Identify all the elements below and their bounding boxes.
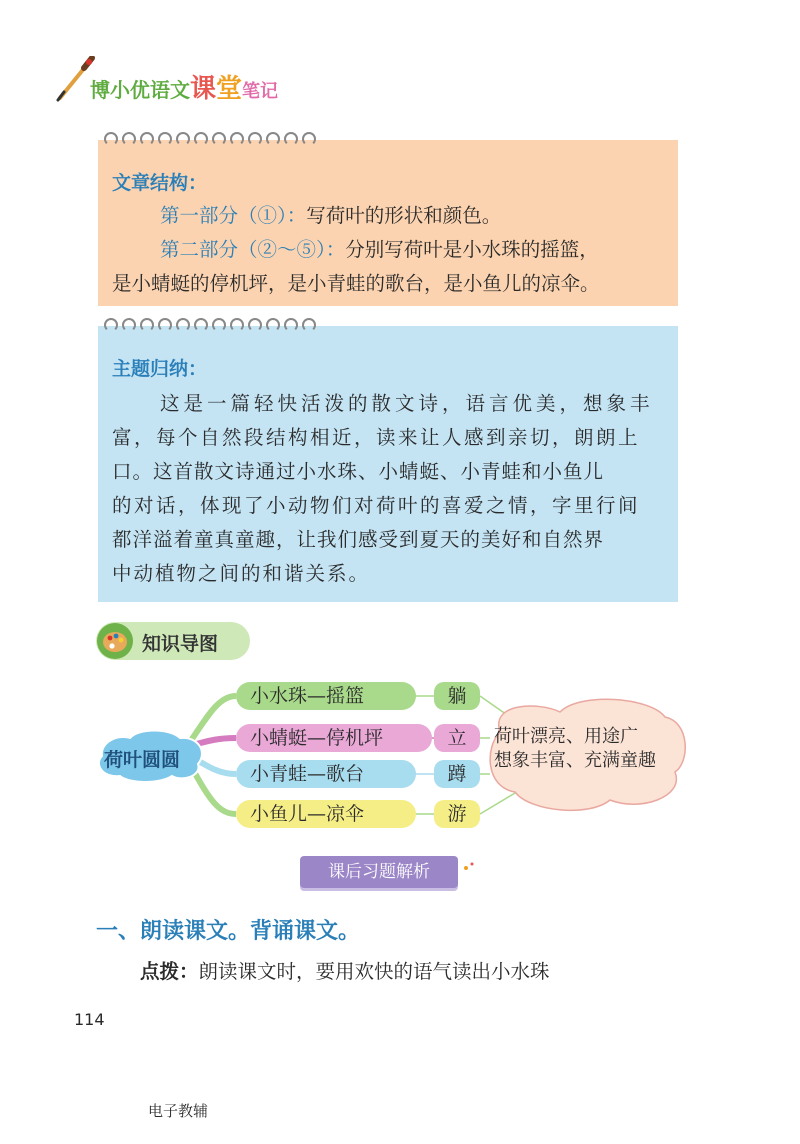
- palette-icon: [96, 622, 134, 660]
- theme-line-4: 的对话，体现了小动物们对荷叶的喜爱之情，字里行间: [112, 494, 641, 517]
- hint-text: 朗读课文时，要用欢快的语气读出小水珠: [198, 960, 550, 983]
- branch-label-4: 小鱼儿—凉伞: [236, 800, 416, 828]
- exercise-banner: 课后习题解析: [300, 856, 458, 888]
- theme-line-5: 都洋溢着童真童趣，让我们感受到夏天的美好和自然界: [112, 528, 605, 551]
- exercise-hint: [140, 956, 550, 984]
- part2-text-line2: 是小蜻蜓的停机坪，是小青蛙的歌台，是小鱼儿的凉伞。: [112, 272, 600, 295]
- summary-line-2: 想象丰富、充满童趣: [494, 750, 656, 771]
- mind-map-center: 荷叶圆圆: [104, 749, 181, 771]
- structure-card: [98, 140, 678, 306]
- knowledge-map-header: [96, 622, 250, 660]
- branch-action-2: 立: [434, 724, 480, 752]
- structure-heading: 文章结构：: [112, 172, 208, 194]
- theme-line-2: 富，每个自然段结构相近，读来让人感到亲切，朗朗上: [112, 426, 641, 449]
- header-title-part3: 堂: [216, 74, 243, 104]
- branch-action-1: 躺: [434, 682, 480, 710]
- mind-map: [90, 672, 710, 842]
- footer-text: 电子教辅: [148, 1102, 209, 1120]
- summary-line-1: 荷叶漂亮、用途广: [494, 726, 638, 747]
- branch-action-3: 蹲: [434, 760, 480, 788]
- theme-card: [98, 326, 678, 602]
- theme-line-3: 口。这首散文诗通过小水珠、小蜻蜓、小青蛙和小鱼儿: [112, 460, 605, 483]
- header-title-part2: 课: [190, 74, 217, 104]
- part1-text: 写荷叶的形状和颜色。: [306, 204, 502, 227]
- branch-label-3: 小青蛙—歌台: [236, 760, 416, 788]
- part2-text-line1: 分别写荷叶是小水珠的摇篮，: [345, 238, 599, 261]
- binder-rings: [104, 318, 316, 336]
- header-title-part4: 笔记: [242, 81, 279, 102]
- header-logo: [56, 56, 316, 106]
- header-title: [90, 68, 278, 105]
- hint-label: 点拨：: [140, 960, 199, 983]
- header-title-part1: 博小优语文: [90, 78, 190, 102]
- theme-heading: 主题归纳：: [112, 358, 208, 380]
- page-number: 114: [74, 1010, 105, 1029]
- sparkle-icon: [462, 860, 476, 874]
- theme-line-6: 中动植物之间的和谐关系。: [112, 562, 371, 585]
- branch-label-1: 小水珠—摇篮: [236, 682, 416, 710]
- branch-action-4: 游: [434, 800, 480, 828]
- knowledge-map-title: 知识导图: [142, 633, 219, 655]
- exercise-question: 一、朗读课文。背诵课文。: [96, 919, 361, 944]
- structure-part1: [160, 206, 501, 226]
- theme-line-1: 这是一篇轻快活泼的散文诗，语言优美，想象丰: [160, 392, 654, 415]
- branch-label-2: 小蜻蜓—停机坪: [236, 724, 432, 752]
- part2-label: 第二部分（②～⑤）：: [160, 238, 346, 261]
- structure-part2: [160, 240, 599, 260]
- binder-rings: [104, 132, 316, 150]
- part1-label: 第一部分（①）：: [160, 204, 307, 227]
